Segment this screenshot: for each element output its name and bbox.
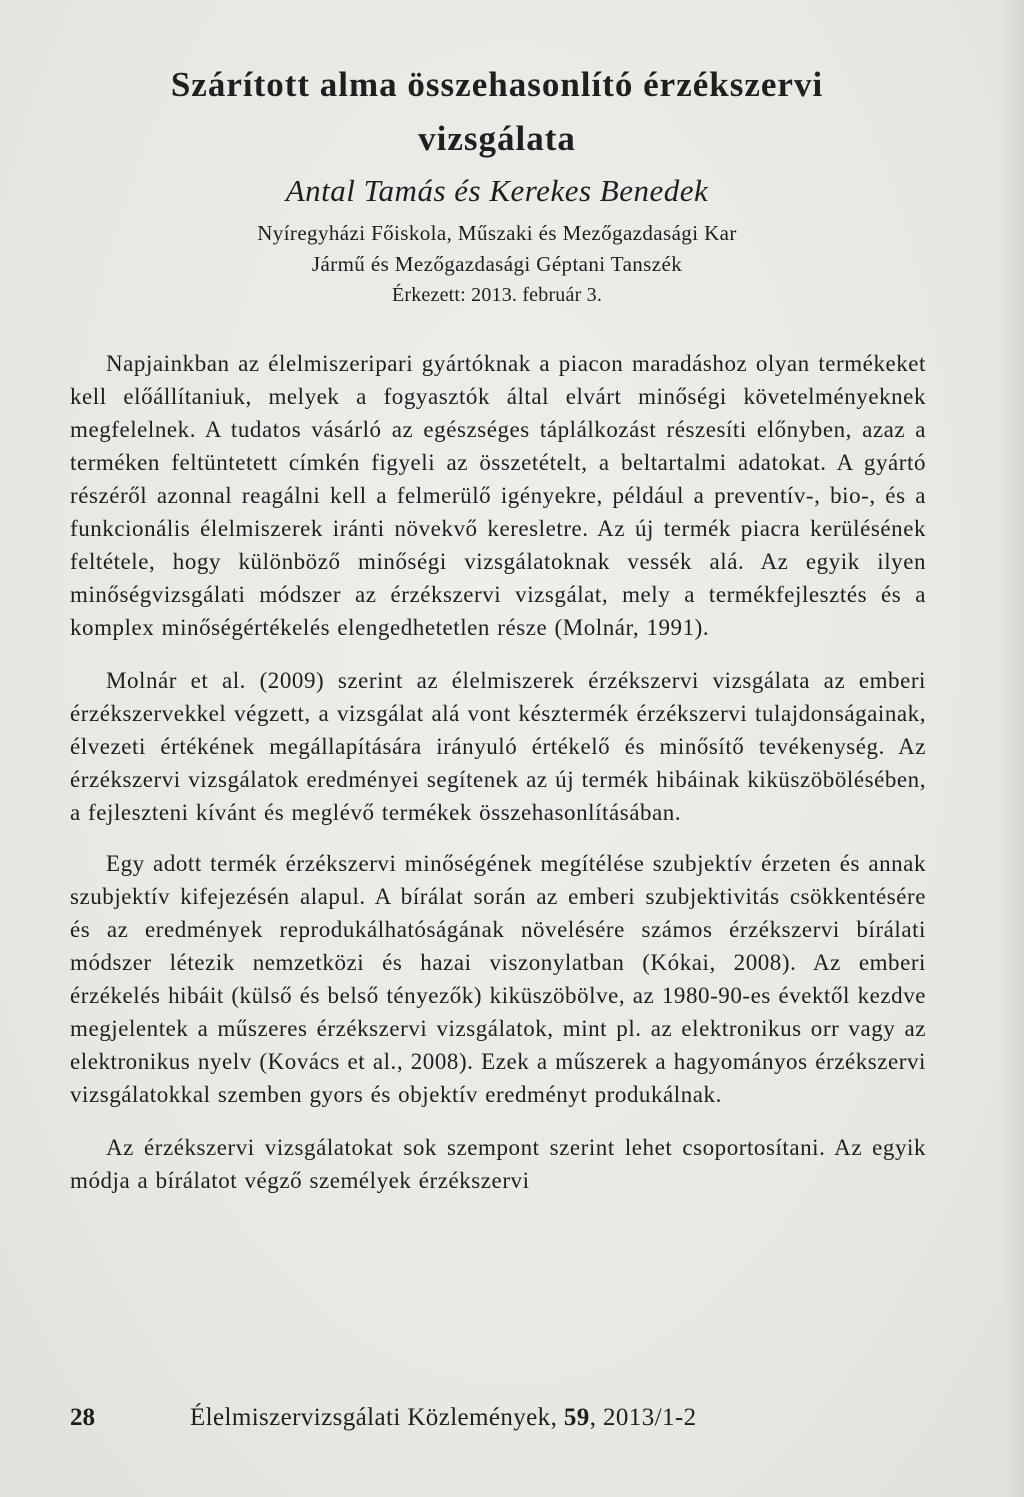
affiliation-line-1: Nyíregyházi Főiskola, Műszaki és Mezőgazdasági Kar — [257, 221, 737, 245]
page-number: 28 — [70, 1404, 95, 1431]
journal-citation — [190, 1400, 696, 1436]
title-line-2: vizsgálata — [418, 119, 576, 158]
received-date: Érkezett: 2013. február 3. — [391, 284, 603, 306]
journal-volume: 59 — [563, 1404, 590, 1431]
authors: Antal Tamás és Kerekes Benedek — [285, 173, 709, 208]
article-body — [70, 347, 926, 1217]
affiliation-line-2: Jármű és Mezőgazdasági Géptani Tanszék — [311, 252, 683, 276]
paragraph: Napjainkban az élelmiszeripari gyártóknak a piacon maradáshoz olyan termékeket kell előállítaniuk, melyek a fogyasztók által elvárt minőségi követelményeknek megfelelnek. A tudatos vásárló az egészséges táplálkozást részesíti előnyben, azaz a terméken feltüntetett címkén figyeli az összetételt, a beltartalmi adatokat. A gyártó részéről azonnal reagálni kell a felmerülő igényekre, például a preventív-, bio-, és a funkcionális élelmiszerek iránti növekvő keresletre. Az új termék piacra kerülésének feltétele, hogy különböző minőségi vizsgálatoknak vessék alá. Az egyik ilyen minőségvizsgálati módszer az érzékszervi vizsgálat, mely a termékfejlesztés és a komplex minőségértékelés elengedhetetlen része (Molnár, 1991). — [70, 351, 926, 640]
title-line-1: Szárított alma összehasonlító érzékszervi — [170, 65, 824, 104]
journal-issue: , 2013/1-2 — [589, 1404, 697, 1431]
paragraph: Az érzékszervi vizsgálatokat sok szempont szerint lehet csoportosítani. Az egyik módja a bírálatot végző személyek érzékszervi — [70, 1135, 926, 1193]
article-header — [68, 58, 926, 310]
journal-name: Élelmiszervizsgálati Közlemények, — [190, 1404, 558, 1431]
paragraph: Molnár et al. (2009) szerint az élelmiszerek érzékszervi vizsgálata az emberi érzékszervekkel végzett, a vizsgálat alá vont késztermék érzékszervi tulajdonságainak, élvezeti értékének megállapítására irányuló értékelő és minősítő tevékenység. Az érzékszervi vizsgálatok eredményei segítenek az új termék hibáinak kiküszöbölésében, a fejleszteni kívánt és meglévő termékek összehasonlításában. — [70, 668, 926, 825]
page-footer — [70, 1400, 926, 1436]
article-title — [68, 58, 926, 166]
paragraph: Egy adott termék érzékszervi minőségének megítélése szubjektív érzeten és annak szubjektív kifejezésén alapul. A bírálat során az emberi szubjektivitás csökkentésére és az eredmények reprodukálhatóságának növelésére számos érzékszervi bírálati módszer létezik nemzetközi és hazai viszonylatban (Kókai, 2008). Az emberi érzékelés hibáit (külső és belső tényezők) kiküszöbölve, az 1980-90-es évektől kezdve megjelentek a műszeres érzékszervi vizsgálatok, mint pl. az elektronikus orr vagy az elektronikus nyelv (Kovács et al., 2008). Ezek a műszerek a hagyományos érzékszervi vizsgálatokkal szemben gyors és objektív eredményt produkálnak. — [70, 851, 926, 1107]
page-spine-shadow — [1002, 0, 1024, 1497]
